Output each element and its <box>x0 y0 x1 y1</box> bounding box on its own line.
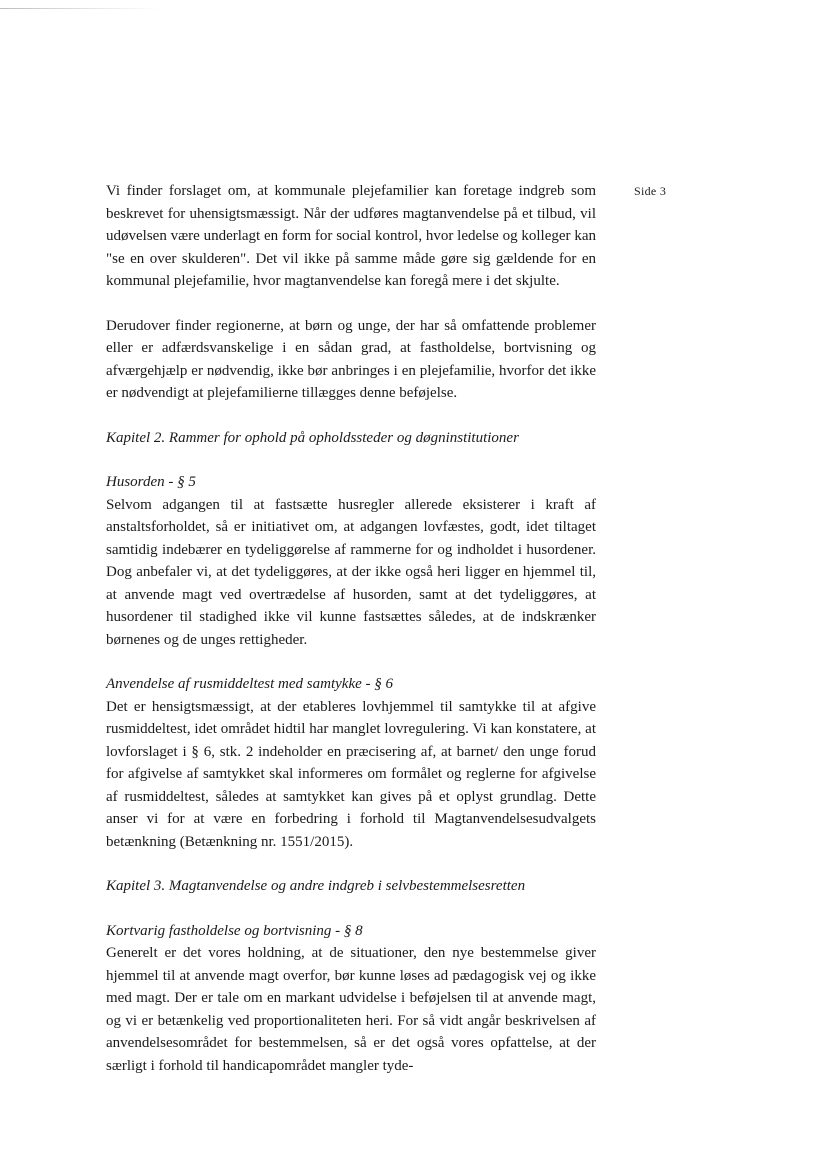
chapter-3-heading: Kapitel 3. Magtanvendelse og andre indgreb i selvbestemmelsesretten <box>106 878 526 894</box>
section-fastholdelse-title: Kortvarig fastholdelse og bortvisning - § 8 <box>106 922 363 939</box>
page-number: Side 3 <box>634 184 667 198</box>
paragraph-plejefamilier: Vi finder forslaget om, at kommunale plejefamilier kan foretage indgreb som beskrevet for uhensigtsmæssigt. Når der udføres magtanvendelse på et tilbud, vil udøvelsen være underlagt en form for social kontrol, hvor ledelse og kolleger kan "se en over skulderen". Det vil ikke på samme måde gøre sig gældende for en kommunal plejefamilie, hvor magtanvendelse kan foregå mere i det skjulte. <box>106 183 596 289</box>
section-fastholdelse <box>106 920 596 1078</box>
section-husorden-text: Selvom adgangen til at fastsætte husregler allerede eksisterer i kraft af anstaltsforholdet, så er initiativet om, at adgangen lovfæstes, godt, idet tiltaget samtidig indebærer en tydeliggørelse af rammerne for og indholdet i husordener. Dog anbefaler vi, at det tydeliggøres, at der ikke også heri ligger en hjemmel til, at anvende magt ved overtrædelse af husorden, samt at det tydeliggøres, at husordener til stadighed ikke vil kunne fastsættes således, at de indskrænker børnenes og de unges rettigheder. <box>106 496 596 648</box>
document-body <box>106 180 596 1099</box>
section-husorden-title: Husorden - § 5 <box>106 474 196 490</box>
section-rusmiddeltest-title: Anvendelse af rusmiddeltest med samtykke - § 6 <box>106 676 393 692</box>
paragraph-regionerne: Derudover finder regionerne, at børn og unge, der har så omfattende problemer eller er adfærdsvanskelige i en sådan grad, at fastholdelse, bortvisning og afværgehjælp er nødvendig, ikke bør anbringes i en plejefamilie, hvorfor det ikke er nødvendigt at plejefamilierne tillægges denne beføjelse. <box>106 317 596 401</box>
scan-edge-mark <box>0 8 160 9</box>
section-rusmiddeltest-text: Det er hensigtsmæssigt, at der etableres lovhjemmel til samtykke til at afgive rusmiddeltest, idet området hidtil har manglet lovregulering. Vi kan konstatere, at lovforslaget i § 6, stk. 2 indeholder en præcisering af, at barnet/ den unge forud for afgivelse af samtykket skal informeres om formålet og reglerne for afgivelse af rusmiddeltest, således at samtykket kan gives på et oplyst grundlag. Dette anser vi for at være en forbedring i forhold til Magtanvendelsesudvalgets betænkning (Betænkning nr. 1551/2015). <box>106 698 596 850</box>
section-rusmiddeltest <box>106 673 596 853</box>
section-fastholdelse-text: Generelt er det vores holdning, at de situationer, den nye bestemmelse giver hjemmel til at anvende magt overfor, bør kunne løses ad pædagogisk vej og ikke med magt. Der er tale om en markant udvidelse i beføjelsen til at anvende magt, og vi er betænkelig ved proportionaliteten heri. For så vidt angår beskrivelsen af anvendelsesområdet for bestemmelsen, så er det også vores opfattelse, at der særligt i forhold til handicapområdet mangler tyde- <box>106 945 596 1074</box>
chapter-2-heading: Kapitel 2. Rammer for ophold på opholdssteder og døgninstitutioner <box>106 429 519 446</box>
section-husorden <box>106 471 596 651</box>
